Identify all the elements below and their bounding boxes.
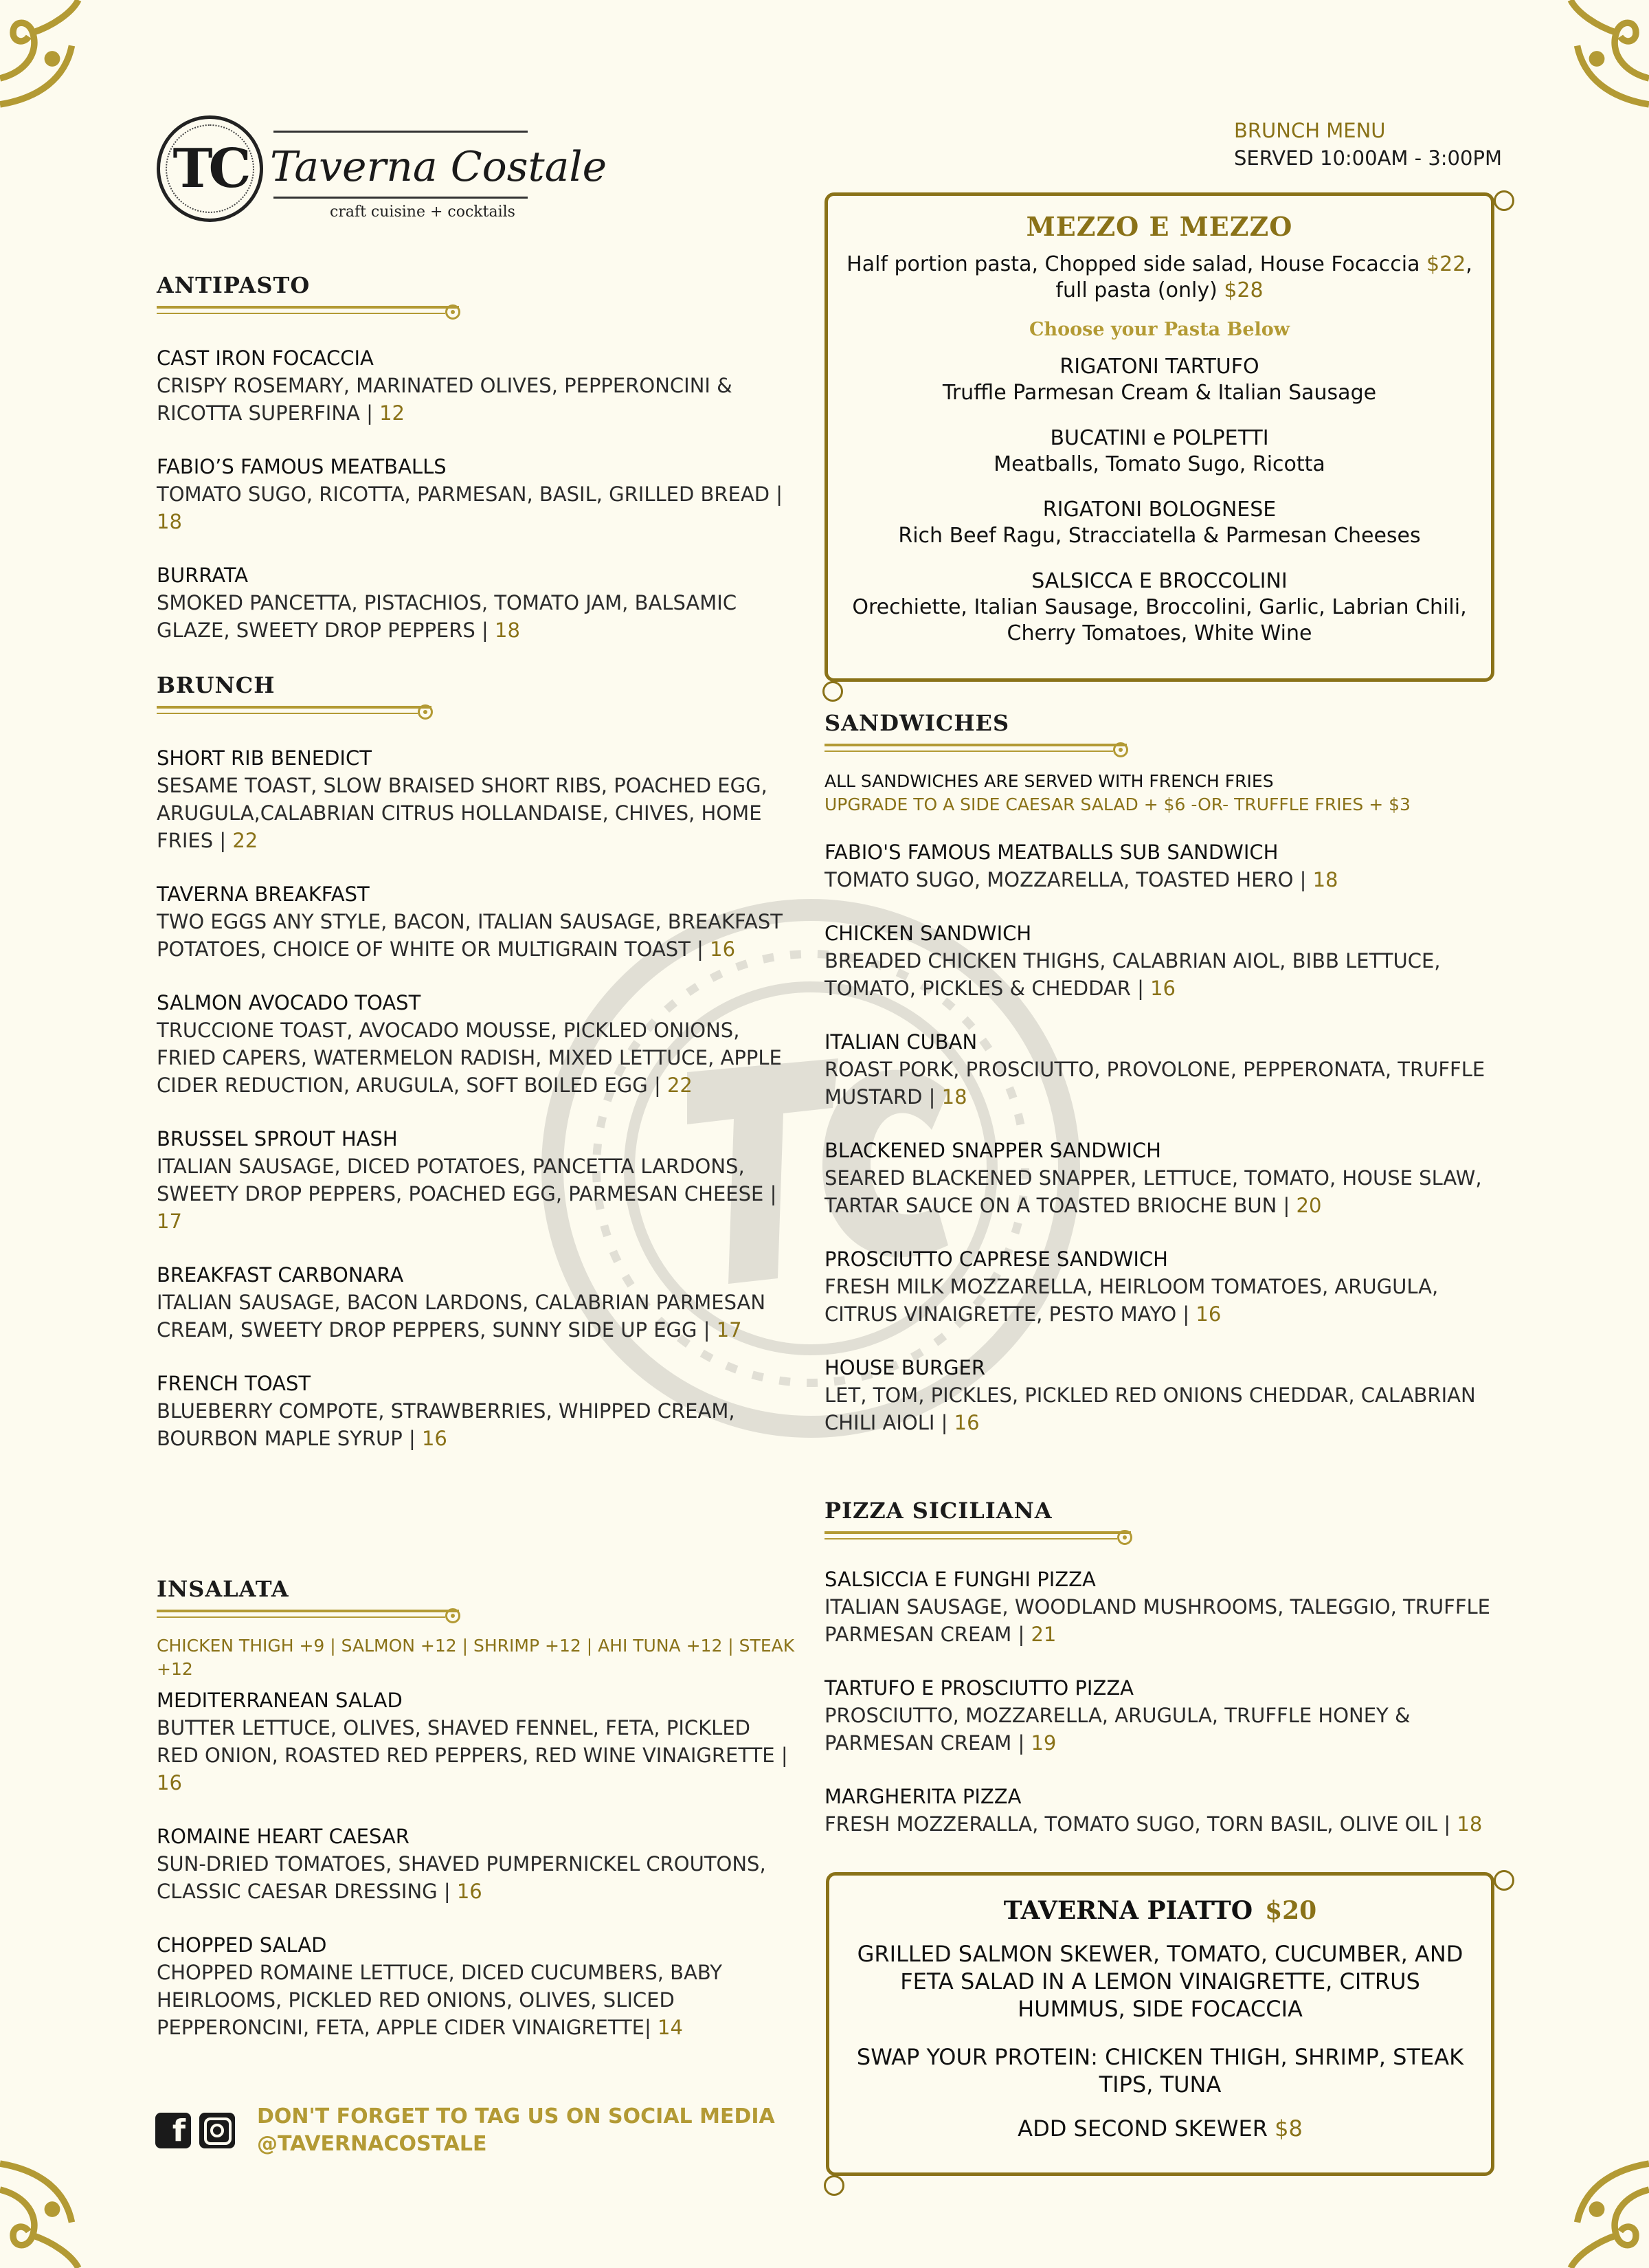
menu-item: [824, 1674, 1512, 1757]
pasta-description: Truffle Parmesan Cream & Italian Sausage: [942, 381, 1377, 405]
taverna-piatto-box: [826, 1872, 1494, 2176]
menu-item-price: 18: [495, 619, 520, 642]
menu-item-description: [157, 480, 796, 535]
mezzo-e-mezzo-box: [824, 192, 1494, 682]
menu-item-name: CAST IRON FOCACCIA: [157, 346, 374, 370]
menu-item: [824, 1137, 1512, 1219]
menu-item: [157, 1370, 796, 1452]
pasta-option: [844, 568, 1474, 647]
menu-item-price: 17: [716, 1318, 742, 1342]
menu-item-name: PROSCIUTTO CAPRESE SANDWICH: [824, 1247, 1168, 1271]
piatto-title-text: TAVERNA PIATTO: [1003, 1896, 1253, 1925]
menu-item-price: 16: [421, 1427, 447, 1450]
menu-item-name: TARTUFO E PROSCIUTTO PIZZA: [824, 1676, 1134, 1700]
section-title: INSALATA: [157, 1576, 289, 1602]
menu-item-desc-text: ROAST PORK, PROSCIUTTO, PROVOLONE, PEPPERONATA, TRUFFLE MUSTARD |: [824, 1058, 1485, 1109]
menu-item-desc-text: FRESH MOZZERALLA, TOMATO SUGO, TORN BASIL, OLIVE OIL |: [824, 1812, 1457, 1836]
social-handle[interactable]: @TAVERNACOSTALE: [257, 2132, 487, 2156]
piatto-title: [850, 1896, 1470, 1925]
menu-item: [157, 1931, 796, 2041]
piatto-description: GRILLED SALMON SKEWER, TOMATO, CUCUMBER, AND FETA SALAD IN A LEMON VINAIGRETTE, CITRUS HUMMUS, SIDE FOCACCIA: [857, 1941, 1463, 2022]
menu-item-desc-text: ITALIAN SAUSAGE, WOODLAND MUSHROOMS, TALEGGIO, TRUFFLE PARMESAN CREAM |: [824, 1595, 1490, 1646]
insalata-addons: CHICKEN THIGH +9 | SALMON +12 | SHRIMP +12 | AHI TUNA +12 | STEAK +12: [157, 1636, 795, 1679]
corner-ornament-bottom-left: [0, 2137, 131, 2268]
menu-item-desc-text: PROSCIUTTO, MOZZARELLA, ARUGULA, TRUFFLE HONEY & PARMESAN CREAM |: [824, 1704, 1411, 1755]
menu-item-desc-text: TWO EGGS ANY STYLE, BACON, ITALIAN SAUSAGE, BREAKFAST POTATOES, CHOICE OF WHITE OR MULTIGRAIN TOAST |: [157, 910, 783, 961]
menu-item-description: [157, 1289, 796, 1344]
menu-item-desc-text: CHOPPED ROMAINE LETTUCE, DICED CUCUMBERS, BABY HEIRLOOMS, PICKLED RED ONIONS, OLIVES, SLICED PEPPERONCINI, FETA, APPLE CIDER VINAIGRETTE|: [157, 1961, 722, 2039]
menu-item-desc-text: LET, TOM, PICKLES, PICKLED RED ONIONS CHEDDAR, CALABRIAN CHILI AIOLI |: [824, 1383, 1476, 1434]
pasta-description: Orechiette, Italian Sausage, Broccolini, Garlic, Labrian Chili, Cherry Tomatoes, White Wine: [852, 595, 1467, 645]
menu-item-name: BLACKENED SNAPPER SANDWICH: [824, 1139, 1161, 1162]
section-rule: [157, 1610, 796, 1626]
section-title: BRUNCH: [157, 672, 276, 698]
mezzo-half-price: $22: [1426, 252, 1466, 276]
pasta-name: RIGATONI TARTUFO: [1059, 355, 1259, 379]
menu-item-name: FRENCH TOAST: [157, 1372, 311, 1395]
box-curl-ornament: [1494, 190, 1514, 211]
menu-item-description: [157, 1153, 796, 1235]
menu-item: [824, 1566, 1512, 1648]
social-line: DON'T FORGET TO TAG US ON SOCIAL MEDIA: [257, 2104, 775, 2128]
piatto-swap: SWAP YOUR PROTEIN: CHICKEN THIGH, SHRIMP, STEAK TIPS, TUNA: [856, 2044, 1464, 2098]
section-title: PIZZA SICILIANA: [824, 1498, 1053, 1524]
menu-item-name: FABIO'S FAMOUS MEATBALLS SUB SANDWICH: [824, 841, 1279, 864]
menu-item-name: SALMON AVOCADO TOAST: [157, 991, 421, 1014]
menu-item-price: 19: [1031, 1731, 1057, 1755]
menu-item-price: 16: [456, 1880, 482, 1903]
mezzo-full-price: $28: [1224, 278, 1264, 302]
menu-item: [157, 1687, 796, 1797]
corner-ornament-top-right: [1518, 0, 1649, 131]
menu-item-price: 12: [379, 401, 405, 425]
menu-item-description: [157, 772, 796, 854]
corner-ornament-top-left: [0, 0, 131, 131]
menu-item-desc-text: BLUEBERRY COMPOTE, STRAWBERRIES, WHIPPED CREAM, BOURBON MAPLE SYRUP |: [157, 1399, 735, 1450]
menu-item-desc-text: SUN-DRIED TOMATOES, SHAVED PUMPERNICKEL CROUTONS, CLASSIC CAESAR DRESSING |: [157, 1852, 766, 1903]
menu-item-price: 21: [1031, 1623, 1057, 1646]
sandwich-note: ALL SANDWICHES ARE SERVED WITH FRENCH FRIES: [824, 771, 1274, 791]
section-sandwiches: [824, 708, 1512, 1436]
menu-item-desc-text: CRISPY ROSEMARY, MARINATED OLIVES, PEPPERONCINI & RICOTTA SUPERFINA |: [157, 374, 732, 425]
piatto-add-on: [850, 2115, 1470, 2142]
menu-item-description: [824, 1702, 1512, 1757]
menu-item-name: SHORT RIB BENEDICT: [157, 746, 372, 770]
section-rule: [157, 306, 796, 322]
menu-item-price: 18: [157, 510, 182, 533]
menu-item-price: 22: [666, 1074, 693, 1097]
menu-item-name: MARGHERITA PIZZA: [824, 1785, 1022, 1808]
mezzo-title: MEZZO E MEZZO: [1026, 211, 1293, 242]
menu-item: [824, 920, 1512, 1002]
menu-item: [824, 838, 1512, 893]
pasta-name: RIGATONI BOLOGNESE: [1042, 498, 1277, 522]
menu-item-name: HOUSE BURGER: [824, 1356, 986, 1379]
menu-item-price: 16: [1196, 1302, 1222, 1326]
menu-item-name: CHOPPED SALAD: [157, 1933, 327, 1957]
logo-tagline: craft cuisine + cocktails: [330, 203, 515, 221]
menu-item: [824, 1028, 1512, 1111]
logo-name: Taverna Costale: [270, 143, 607, 191]
menu-item-price: 16: [954, 1411, 980, 1434]
mezzo-desc-part: Half portion pasta, Chopped side salad, House Focaccia: [846, 252, 1427, 276]
menu-item-desc-text: TOMATO SUGO, RICOTTA, PARMESAN, BASIL, GRILLED BREAD |: [157, 482, 783, 506]
pasta-description: Meatballs, Tomato Sugo, Ricotta: [994, 452, 1325, 476]
menu-item-price: 20: [1296, 1194, 1322, 1217]
menu-item-desc-text: FRESH MILK MOZZARELLA, HEIRLOOM TOMATOES, ARUGULA, CITRUS VINAIGRETTE, PESTO MAYO |: [824, 1275, 1439, 1326]
menu-item-price: 14: [658, 2016, 683, 2039]
menu-item-description: [824, 866, 1512, 893]
facebook-icon[interactable]: f: [155, 2113, 191, 2148]
logo-bottom-rule: [273, 197, 528, 199]
pasta-description: Rich Beef Ragu, Stracciatella & Parmesan Cheeses: [898, 524, 1421, 548]
pasta-option: [844, 354, 1474, 406]
section-rule: [824, 1531, 1512, 1548]
menu-item: [157, 562, 796, 644]
section-antipasto: [157, 270, 796, 644]
section-rule: [157, 706, 796, 722]
menu-item-description: [824, 947, 1512, 1002]
restaurant-logo: [157, 115, 607, 229]
menu-item-price: 16: [1150, 977, 1176, 1000]
menu-item-description: [157, 1016, 796, 1099]
pasta-option: [844, 425, 1474, 478]
box-curl-ornament: [1494, 1870, 1514, 1891]
menu-item-name: BURRATA: [157, 564, 249, 587]
mezzo-description: [844, 252, 1474, 304]
menu-item-description: [157, 1959, 796, 2041]
pasta-name: SALSICCA E BROCCOLINI: [1031, 569, 1288, 593]
menu-item-name: TAVERNA BREAKFAST: [157, 882, 370, 906]
menu-item-name: SALSICCIA E FUNGHI PIZZA: [824, 1568, 1096, 1591]
section-brunch: [157, 670, 796, 1452]
menu-item: [157, 1823, 796, 1905]
box-curl-ornament: [824, 2175, 844, 2196]
menu-item: [824, 1354, 1512, 1436]
menu-item-desc-text: TRUCCIONE TOAST, AVOCADO MOUSSE, PICKLED ONIONS, FRIED CAPERS, WATERMELON RADISH, MIXED LETTUCE, APPLE CIDER REDUCTION, ARUGULA, SOFT BOILED EGG |: [157, 1019, 782, 1097]
menu-item-desc-text: ITALIAN SAUSAGE, BACON LARDONS, CALABRIAN PARMESAN CREAM, SWEETY DROP PEPPERS, SUNNY SIDE UP EGG |: [157, 1291, 766, 1342]
menu-item-desc-text: SMOKED PANCETTA, PISTACHIOS, TOMATO JAM, BALSAMIC GLAZE, SWEETY DROP PEPPERS |: [157, 591, 737, 642]
section-rule: [824, 744, 1512, 760]
menu-item-price: 17: [157, 1210, 182, 1233]
menu-item-name: BRUSSEL SPROUT HASH: [157, 1127, 398, 1150]
menu-item-description: [157, 1714, 796, 1797]
menu-item: [824, 1783, 1512, 1838]
social-footer: [155, 2103, 775, 2158]
pasta-name: BUCATINI e POLPETTI: [1050, 426, 1269, 450]
section-title: SANDWICHES: [824, 710, 1010, 736]
logo-top-rule: [273, 131, 528, 133]
sandwich-upgrade-note: UPGRADE TO A SIDE CAESAR SALAD + $6 -OR- TRUFFLE FRIES + $3: [824, 794, 1411, 814]
menu-item-description: [824, 1593, 1512, 1648]
menu-item-desc-text: SEARED BLACKENED SNAPPER, LETTUCE, TOMATO, HOUSE SLAW, TARTAR SAUCE ON A TOASTED BRIOCHE BUN |: [824, 1166, 1482, 1217]
menu-item: [157, 744, 796, 854]
menu-item-desc-text: ITALIAN SAUSAGE, DICED POTATOES, PANCETTA LARDONS, SWEETY DROP PEPPERS, POACHED EGG, PARMESAN CHEESE |: [157, 1155, 777, 1205]
menu-item-price: 18: [941, 1085, 967, 1109]
menu-item-description: [157, 372, 796, 427]
logo-monogram: TC: [172, 137, 247, 200]
box-curl-ornament: [822, 681, 843, 702]
menu-header: [1234, 117, 1502, 172]
menu-hours: SERVED 10:00AM - 3:00PM: [1234, 146, 1502, 170]
menu-item-description: [157, 1850, 796, 1905]
menu-item-price: 16: [710, 937, 736, 961]
menu-item: [157, 344, 796, 427]
menu-item: [157, 1125, 796, 1235]
corner-ornament-bottom-right: [1518, 2137, 1649, 2268]
menu-item: [157, 1261, 796, 1344]
logo-monogram-badge: [157, 115, 263, 222]
menu-item-name: BREAKFAST CARBONARA: [157, 1263, 404, 1287]
menu-item-price: 16: [157, 1771, 182, 1794]
menu-item-price: 18: [1312, 868, 1338, 891]
menu-item-desc-text: BREADED CHICKEN THIGHS, CALABRIAN AIOL, BIBB LETTUCE, TOMATO, PICKLES & CHEDDAR |: [824, 949, 1441, 1000]
piatto-add-price: $8: [1275, 2115, 1303, 2142]
instagram-icon[interactable]: [199, 2113, 235, 2148]
menu-item-description: [824, 1810, 1512, 1838]
menu-item-description: [824, 1381, 1512, 1436]
menu-item: [157, 880, 796, 963]
menu-item-name: ITALIAN CUBAN: [824, 1030, 978, 1054]
menu-item-price: 18: [1457, 1812, 1483, 1836]
piatto-add-label: ADD SECOND SKEWER: [1018, 2115, 1275, 2142]
section-pizza: [824, 1496, 1512, 1838]
menu-item-desc-text: BUTTER LETTUCE, OLIVES, SHAVED FENNEL, FETA, PICKLED RED ONION, ROASTED RED PEPPERS, RED WINE VINAIGRETTE |: [157, 1716, 788, 1767]
menu-item-description: [157, 908, 796, 963]
menu-item-description: [157, 589, 796, 644]
menu-item-description: [157, 1397, 796, 1452]
menu-item-name: ROMAINE HEART CAESAR: [157, 1825, 410, 1848]
menu-item-desc-text: TOMATO SUGO, MOZZARELLA, TOASTED HERO |: [824, 868, 1313, 891]
menu-title: BRUNCH MENU: [1234, 119, 1386, 142]
menu-item-name: FABIO’S FAMOUS MEATBALLS: [157, 455, 447, 478]
pasta-option: [844, 497, 1474, 549]
mezzo-choose-label: Choose your Pasta Below: [1029, 319, 1290, 340]
menu-item-name: MEDITERRANEAN SALAD: [157, 1689, 403, 1712]
menu-item-description: [824, 1273, 1512, 1328]
menu-item-desc-text: SESAME TOAST, SLOW BRAISED SHORT RIBS, POACHED EGG, ARUGULA,CALABRIAN CITRUS HOLLANDAISE, CHIVES, HOME FRIES |: [157, 774, 767, 852]
mezzo-desc-part: , full pasta (only): [1055, 252, 1472, 302]
menu-item-description: [824, 1164, 1512, 1219]
menu-item: [157, 453, 796, 535]
piatto-price: $20: [1265, 1896, 1317, 1925]
menu-item-description: [824, 1056, 1512, 1111]
social-text: [257, 2103, 775, 2158]
section-title: ANTIPASTO: [157, 272, 311, 298]
menu-item: [157, 989, 796, 1099]
section-insalata: [157, 1574, 796, 2041]
menu-item: [824, 1245, 1512, 1328]
menu-item-price: 22: [232, 829, 258, 852]
menu-item-name: CHICKEN SANDWICH: [824, 922, 1032, 945]
